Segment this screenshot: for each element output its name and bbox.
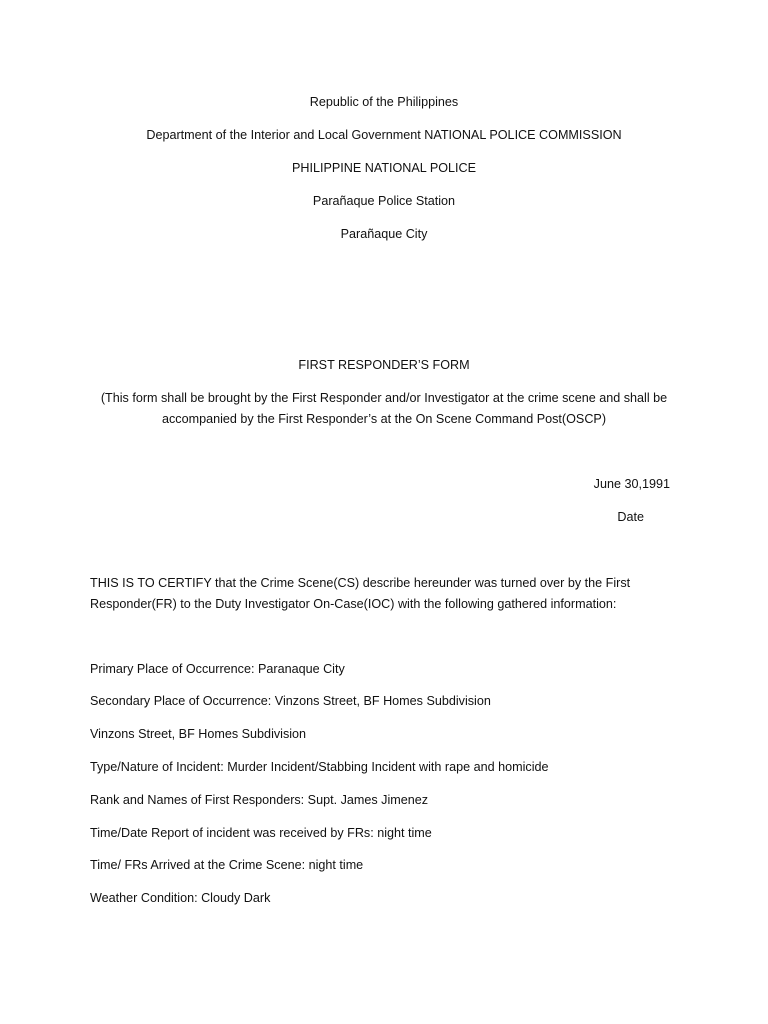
header-republic: Republic of the Philippines (309, 95, 459, 109)
header-station: Parañaque Police Station (312, 194, 456, 208)
field-arrival-time: Time/ FRs Arrived at the Crime Scene: night time (90, 858, 364, 872)
field-street: Vinzons Street, BF Homes Subdivision (90, 727, 307, 741)
date-value: June 30,1991 (593, 477, 670, 491)
header-pnp: PHILIPPINE NATIONAL POLICE (291, 161, 477, 175)
field-incident-type: Type/Nature of Incident: Murder Incident/Stabbing Incident with rape and homicide (90, 760, 549, 774)
form-note-line-1: (This form shall be brought by the First Responder and/or Investigator at the crime scene and shall be (100, 391, 668, 405)
field-primary-place: Primary Place of Occurrence: Paranaque City (90, 662, 345, 676)
form-title: FIRST RESPONDER’S FORM (298, 358, 470, 372)
form-note-line-2: accompanied by the First Responder’s at the On Scene Command Post(OSCP) (161, 412, 607, 426)
field-secondary-place: Secondary Place of Occurrence: Vinzons Street, BF Homes Subdivision (90, 694, 491, 708)
field-report-time: Time/Date Report of incident was received by FRs: night time (90, 826, 432, 840)
field-weather: Weather Condition: Cloudy Dark (90, 891, 271, 905)
header-department: Department of the Interior and Local Government NATIONAL POLICE COMMISSION (146, 128, 622, 142)
certify-line-2: Responder(FR) to the Duty Investigator On-Case(IOC) with the following gathered information: (90, 597, 617, 611)
date-label: Date (617, 510, 644, 524)
field-first-responders: Rank and Names of First Responders: Supt. James Jimenez (90, 793, 429, 807)
header-city: Parañaque City (340, 227, 428, 241)
certify-line-1: THIS IS TO CERTIFY that the Crime Scene(CS) describe hereunder was turned over by the First (90, 576, 631, 590)
